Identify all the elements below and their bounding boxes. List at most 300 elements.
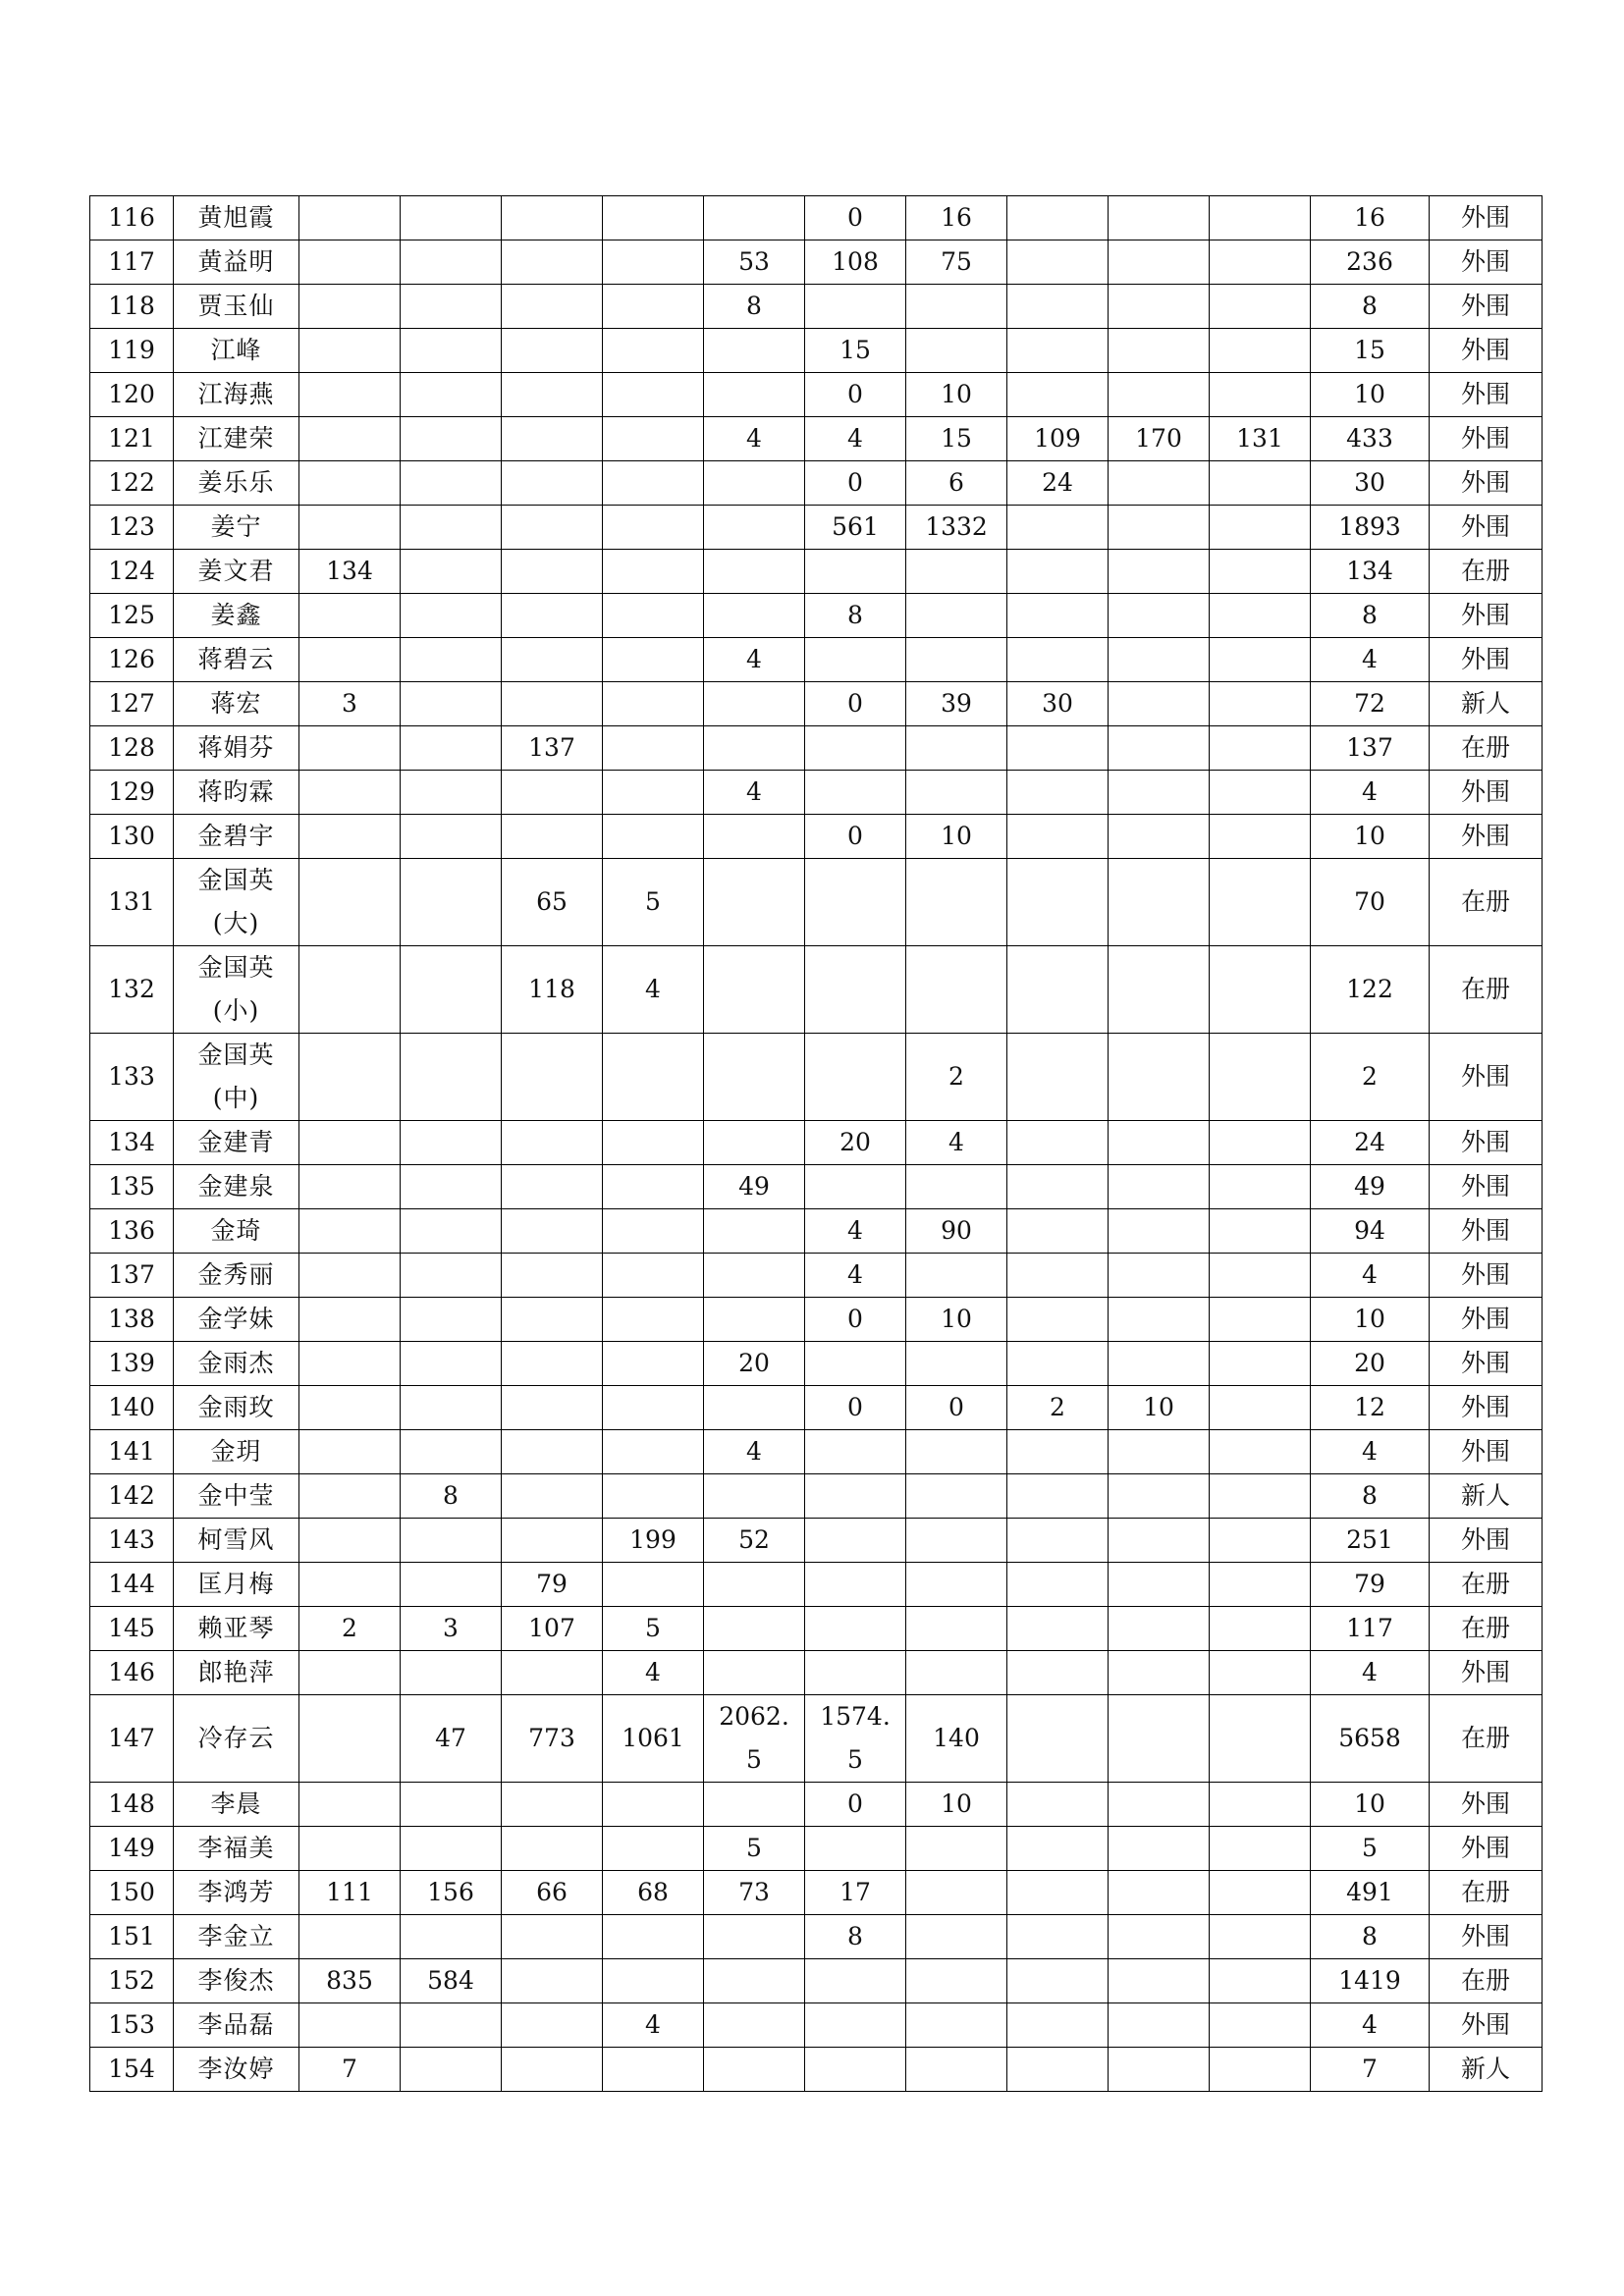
value-cell-c4 — [603, 1430, 704, 1474]
value-cell-c7 — [906, 329, 1007, 373]
value-cell-c6: 4 — [805, 1209, 906, 1254]
value-cell-c4 — [603, 594, 704, 638]
table-row — [90, 329, 1543, 373]
row-number-cell: 125 — [90, 594, 174, 638]
value-cell-c3 — [502, 1783, 603, 1827]
table-row — [90, 1430, 1543, 1474]
value-cell-c4 — [603, 461, 704, 506]
status-cell: 新人 — [1430, 682, 1543, 726]
value-cell-c3 — [502, 1386, 603, 1430]
status-cell: 外围 — [1430, 638, 1543, 682]
row-number-cell: 148 — [90, 1783, 174, 1827]
value-cell-c2 — [401, 638, 502, 682]
value-cell-c4: 5 — [603, 1607, 704, 1651]
value-cell-c10 — [1210, 1254, 1311, 1298]
value-cell-c5 — [704, 1915, 805, 1959]
value-cell-c8 — [1007, 859, 1109, 946]
total-cell: 8 — [1311, 1915, 1430, 1959]
value-cell-c10 — [1210, 196, 1311, 240]
value-cell-c1 — [299, 1165, 401, 1209]
value-cell-c7 — [906, 1165, 1007, 1209]
row-number-cell: 143 — [90, 1519, 174, 1563]
total-cell: 8 — [1311, 285, 1430, 329]
value-cell-c8 — [1007, 373, 1109, 417]
value-cell-c8 — [1007, 1695, 1109, 1783]
row-number-cell: 119 — [90, 329, 174, 373]
value-cell-c9: 170 — [1109, 417, 1210, 461]
value-cell-c1 — [299, 329, 401, 373]
value-cell-c9 — [1109, 1519, 1210, 1563]
value-cell-c7: 2 — [906, 1034, 1007, 1121]
value-cell-c1: 835 — [299, 1959, 401, 2003]
row-number-cell: 139 — [90, 1342, 174, 1386]
table-row — [90, 771, 1543, 815]
value-cell-c1 — [299, 373, 401, 417]
value-cell-c3 — [502, 1298, 603, 1342]
value-cell-c4 — [603, 1121, 704, 1165]
row-number-cell: 124 — [90, 550, 174, 594]
value-cell-c1: 3 — [299, 682, 401, 726]
value-cell-c6 — [805, 1474, 906, 1519]
value-cell-c3 — [502, 1121, 603, 1165]
value-cell-c8 — [1007, 1342, 1109, 1386]
value-cell-c3 — [502, 815, 603, 859]
value-cell-c7 — [906, 1871, 1007, 1915]
value-cell-c7 — [906, 771, 1007, 815]
value-cell-c6: 0 — [805, 1783, 906, 1827]
total-cell: 4 — [1311, 1651, 1430, 1695]
name-cell: 郎艳萍 — [174, 1651, 299, 1695]
value-cell-c3 — [502, 2048, 603, 2092]
value-cell-c1 — [299, 1121, 401, 1165]
value-cell-c2 — [401, 682, 502, 726]
value-cell-c2 — [401, 329, 502, 373]
value-cell-c10 — [1210, 1695, 1311, 1783]
row-number-cell: 146 — [90, 1651, 174, 1695]
total-cell: 8 — [1311, 1474, 1430, 1519]
value-cell-c8 — [1007, 2003, 1109, 2048]
value-cell-c7: 0 — [906, 1386, 1007, 1430]
value-cell-c3 — [502, 1342, 603, 1386]
total-cell: 15 — [1311, 329, 1430, 373]
value-cell-c3: 137 — [502, 726, 603, 771]
name-cell: 金琦 — [174, 1209, 299, 1254]
value-cell-c4 — [603, 417, 704, 461]
name-cell: 金雨杰 — [174, 1342, 299, 1386]
total-cell: 4 — [1311, 1430, 1430, 1474]
value-cell-c3 — [502, 1827, 603, 1871]
value-cell-c1 — [299, 946, 401, 1034]
value-cell-c7: 16 — [906, 196, 1007, 240]
value-cell-c5 — [704, 815, 805, 859]
value-cell-c3 — [502, 594, 603, 638]
value-cell-c3 — [502, 771, 603, 815]
total-cell: 2 — [1311, 1034, 1430, 1121]
status-cell: 外围 — [1430, 771, 1543, 815]
value-cell-c2 — [401, 1386, 502, 1430]
value-cell-c9 — [1109, 1871, 1210, 1915]
value-cell-c8 — [1007, 1474, 1109, 1519]
value-cell-c1 — [299, 859, 401, 946]
total-cell: 30 — [1311, 461, 1430, 506]
row-number-cell: 152 — [90, 1959, 174, 2003]
value-cell-c2 — [401, 946, 502, 1034]
value-cell-c9 — [1109, 594, 1210, 638]
value-cell-c5 — [704, 1959, 805, 2003]
table-row — [90, 726, 1543, 771]
value-cell-c1 — [299, 1034, 401, 1121]
name-cell: 金学妹 — [174, 1298, 299, 1342]
row-number-cell: 137 — [90, 1254, 174, 1298]
value-cell-c7: 90 — [906, 1209, 1007, 1254]
row-number-cell: 117 — [90, 240, 174, 285]
value-cell-c2 — [401, 1827, 502, 1871]
value-cell-c8 — [1007, 1959, 1109, 2003]
value-cell-c3 — [502, 2003, 603, 2048]
value-cell-c2 — [401, 461, 502, 506]
value-cell-c5 — [704, 196, 805, 240]
value-cell-c3: 107 — [502, 1607, 603, 1651]
value-cell-c5: 4 — [704, 417, 805, 461]
value-cell-c5: 5 — [704, 1827, 805, 1871]
table-row — [90, 1474, 1543, 1519]
table-row — [90, 1563, 1543, 1607]
value-cell-c2 — [401, 859, 502, 946]
row-number-cell: 121 — [90, 417, 174, 461]
value-cell-c10 — [1210, 859, 1311, 946]
value-cell-c1 — [299, 1474, 401, 1519]
value-cell-c7: 10 — [906, 373, 1007, 417]
value-cell-c3 — [502, 196, 603, 240]
value-cell-c10 — [1210, 1563, 1311, 1607]
value-cell-c6: 4 — [805, 1254, 906, 1298]
value-cell-c4 — [603, 1254, 704, 1298]
value-cell-c5 — [704, 1298, 805, 1342]
value-cell-c10 — [1210, 1783, 1311, 1827]
value-cell-c2 — [401, 2003, 502, 2048]
value-cell-c5 — [704, 2003, 805, 2048]
value-cell-c4: 199 — [603, 1519, 704, 1563]
table-row — [90, 1254, 1543, 1298]
status-cell: 在册 — [1430, 1695, 1543, 1783]
value-cell-c1 — [299, 1209, 401, 1254]
value-cell-c7 — [906, 638, 1007, 682]
total-cell: 4 — [1311, 771, 1430, 815]
value-cell-c5 — [704, 1607, 805, 1651]
value-cell-c9 — [1109, 2003, 1210, 2048]
name-cell: 赖亚琴 — [174, 1607, 299, 1651]
status-cell: 外围 — [1430, 1783, 1543, 1827]
status-cell: 在册 — [1430, 1871, 1543, 1915]
value-cell-c7 — [906, 285, 1007, 329]
total-cell: 12 — [1311, 1386, 1430, 1430]
table-row — [90, 1871, 1543, 1915]
value-cell-c10 — [1210, 1474, 1311, 1519]
status-cell: 在册 — [1430, 1959, 1543, 2003]
value-cell-c6 — [805, 1519, 906, 1563]
name-cell: 金玥 — [174, 1430, 299, 1474]
value-cell-c8 — [1007, 594, 1109, 638]
total-cell: 4 — [1311, 638, 1430, 682]
value-cell-c2 — [401, 1342, 502, 1386]
value-cell-c6 — [805, 1651, 906, 1695]
value-cell-c2 — [401, 373, 502, 417]
value-cell-c8 — [1007, 1871, 1109, 1915]
value-cell-c5 — [704, 1254, 805, 1298]
value-cell-c6: 0 — [805, 196, 906, 240]
value-cell-c6 — [805, 1563, 906, 1607]
row-number-cell: 141 — [90, 1430, 174, 1474]
value-cell-c4 — [603, 1386, 704, 1430]
value-cell-c4 — [603, 1783, 704, 1827]
value-cell-c8 — [1007, 285, 1109, 329]
value-cell-c6: 17 — [805, 1871, 906, 1915]
value-cell-c4 — [603, 285, 704, 329]
row-number-cell: 142 — [90, 1474, 174, 1519]
value-cell-c6: 8 — [805, 594, 906, 638]
value-cell-c1 — [299, 506, 401, 550]
name-cell: 蒋碧云 — [174, 638, 299, 682]
value-cell-c7: 10 — [906, 1298, 1007, 1342]
name-cell: 姜乐乐 — [174, 461, 299, 506]
value-cell-c4: 68 — [603, 1871, 704, 1915]
value-cell-c2 — [401, 506, 502, 550]
value-cell-c9 — [1109, 1783, 1210, 1827]
value-cell-c10 — [1210, 815, 1311, 859]
value-cell-c8 — [1007, 1607, 1109, 1651]
value-cell-c2 — [401, 1034, 502, 1121]
row-number-cell: 128 — [90, 726, 174, 771]
value-cell-c5 — [704, 946, 805, 1034]
value-cell-c3 — [502, 285, 603, 329]
value-cell-c2 — [401, 1209, 502, 1254]
value-cell-c2: 584 — [401, 1959, 502, 2003]
value-cell-c9 — [1109, 1695, 1210, 1783]
row-number-cell: 120 — [90, 373, 174, 417]
value-cell-c1 — [299, 815, 401, 859]
name-cell: 李鸿芳 — [174, 1871, 299, 1915]
value-cell-c9 — [1109, 859, 1210, 946]
status-cell: 在册 — [1430, 1563, 1543, 1607]
value-cell-c4: 1061 — [603, 1695, 704, 1783]
value-cell-c10 — [1210, 594, 1311, 638]
value-cell-c7 — [906, 1563, 1007, 1607]
row-number-cell: 140 — [90, 1386, 174, 1430]
value-cell-c5 — [704, 1474, 805, 1519]
value-cell-c9 — [1109, 1342, 1210, 1386]
table-row — [90, 946, 1543, 1034]
value-cell-c7 — [906, 859, 1007, 946]
row-number-cell: 131 — [90, 859, 174, 946]
value-cell-c3: 66 — [502, 1871, 603, 1915]
value-cell-c2 — [401, 1121, 502, 1165]
table-row — [90, 506, 1543, 550]
value-cell-c2 — [401, 1563, 502, 1607]
name-cell: 金建泉 — [174, 1165, 299, 1209]
table-row — [90, 1386, 1543, 1430]
value-cell-c9 — [1109, 1165, 1210, 1209]
row-number-cell: 123 — [90, 506, 174, 550]
value-cell-c8 — [1007, 946, 1109, 1034]
value-cell-c4: 4 — [603, 1651, 704, 1695]
row-number-cell: 118 — [90, 285, 174, 329]
value-cell-c2: 3 — [401, 1607, 502, 1651]
value-cell-c10 — [1210, 1430, 1311, 1474]
status-cell: 外围 — [1430, 373, 1543, 417]
value-cell-c4 — [603, 1959, 704, 2003]
value-cell-c8 — [1007, 726, 1109, 771]
row-number-cell: 145 — [90, 1607, 174, 1651]
value-cell-c2 — [401, 771, 502, 815]
status-cell: 外围 — [1430, 1298, 1543, 1342]
value-cell-c2 — [401, 196, 502, 240]
value-cell-c10 — [1210, 1651, 1311, 1695]
status-cell: 外围 — [1430, 285, 1543, 329]
value-cell-c10 — [1210, 1386, 1311, 1430]
name-cell: 姜文君 — [174, 550, 299, 594]
value-cell-c10 — [1210, 1209, 1311, 1254]
value-cell-c6 — [805, 638, 906, 682]
value-cell-c2 — [401, 240, 502, 285]
value-cell-c8 — [1007, 240, 1109, 285]
value-cell-c8 — [1007, 1519, 1109, 1563]
value-cell-c3 — [502, 638, 603, 682]
value-cell-c2 — [401, 550, 502, 594]
total-cell: 24 — [1311, 1121, 1430, 1165]
status-cell: 外围 — [1430, 240, 1543, 285]
value-cell-c6 — [805, 726, 906, 771]
value-cell-c5: 53 — [704, 240, 805, 285]
value-cell-c9 — [1109, 1254, 1210, 1298]
name-cell: 李福美 — [174, 1827, 299, 1871]
value-cell-c9 — [1109, 1607, 1210, 1651]
table-row — [90, 1607, 1543, 1651]
value-cell-c5 — [704, 2048, 805, 2092]
name-cell: 金建青 — [174, 1121, 299, 1165]
value-cell-c8 — [1007, 1209, 1109, 1254]
value-cell-c8 — [1007, 1430, 1109, 1474]
name-cell: 金雨玫 — [174, 1386, 299, 1430]
total-cell: 70 — [1311, 859, 1430, 946]
value-cell-c6 — [805, 1034, 906, 1121]
value-cell-c9 — [1109, 1474, 1210, 1519]
total-cell: 134 — [1311, 550, 1430, 594]
table-row — [90, 815, 1543, 859]
value-cell-c1 — [299, 1783, 401, 1827]
value-cell-c3 — [502, 1474, 603, 1519]
name-cell: 江海燕 — [174, 373, 299, 417]
value-cell-c10 — [1210, 946, 1311, 1034]
value-cell-c5: 2062. 5 — [704, 1695, 805, 1783]
value-cell-c10 — [1210, 1915, 1311, 1959]
value-cell-c3 — [502, 1651, 603, 1695]
value-cell-c5 — [704, 1783, 805, 1827]
value-cell-c10 — [1210, 1871, 1311, 1915]
value-cell-c10 — [1210, 506, 1311, 550]
name-cell: 蒋昀霖 — [174, 771, 299, 815]
value-cell-c4 — [603, 1915, 704, 1959]
table-row — [90, 682, 1543, 726]
status-cell: 外围 — [1430, 1430, 1543, 1474]
status-cell: 在册 — [1430, 859, 1543, 946]
status-cell: 外围 — [1430, 196, 1543, 240]
total-cell: 10 — [1311, 1298, 1430, 1342]
value-cell-c2 — [401, 594, 502, 638]
table-row — [90, 594, 1543, 638]
value-cell-c3 — [502, 240, 603, 285]
value-cell-c3 — [502, 1519, 603, 1563]
total-cell: 117 — [1311, 1607, 1430, 1651]
value-cell-c6: 8 — [805, 1915, 906, 1959]
value-cell-c10 — [1210, 1298, 1311, 1342]
value-cell-c4 — [603, 815, 704, 859]
name-cell: 姜宁 — [174, 506, 299, 550]
table-row — [90, 373, 1543, 417]
table-row — [90, 1651, 1543, 1695]
value-cell-c5: 4 — [704, 638, 805, 682]
value-cell-c4 — [603, 506, 704, 550]
value-cell-c7 — [906, 1651, 1007, 1695]
status-cell: 新人 — [1430, 2048, 1543, 2092]
name-cell: 姜鑫 — [174, 594, 299, 638]
value-cell-c2 — [401, 1651, 502, 1695]
value-cell-c4: 4 — [603, 2003, 704, 2048]
value-cell-c1: 111 — [299, 1871, 401, 1915]
row-number-cell: 116 — [90, 196, 174, 240]
value-cell-c3 — [502, 329, 603, 373]
total-cell: 49 — [1311, 1165, 1430, 1209]
value-cell-c2: 8 — [401, 1474, 502, 1519]
value-cell-c9 — [1109, 1651, 1210, 1695]
name-cell: 金碧宇 — [174, 815, 299, 859]
value-cell-c5: 4 — [704, 771, 805, 815]
value-cell-c7: 75 — [906, 240, 1007, 285]
value-cell-c5 — [704, 1651, 805, 1695]
total-cell: 1419 — [1311, 1959, 1430, 2003]
value-cell-c7: 1332 — [906, 506, 1007, 550]
value-cell-c7 — [906, 1959, 1007, 2003]
name-cell: 柯雪风 — [174, 1519, 299, 1563]
value-cell-c5: 4 — [704, 1430, 805, 1474]
name-cell: 江峰 — [174, 329, 299, 373]
value-cell-c5 — [704, 682, 805, 726]
value-cell-c4 — [603, 1298, 704, 1342]
name-cell: 蒋宏 — [174, 682, 299, 726]
value-cell-c9 — [1109, 638, 1210, 682]
total-cell: 7 — [1311, 2048, 1430, 2092]
row-number-cell: 144 — [90, 1563, 174, 1607]
name-cell: 金秀丽 — [174, 1254, 299, 1298]
table-row — [90, 285, 1543, 329]
value-cell-c4 — [603, 550, 704, 594]
total-cell: 10 — [1311, 815, 1430, 859]
value-cell-c1 — [299, 1519, 401, 1563]
status-cell: 外围 — [1430, 506, 1543, 550]
table-row — [90, 1209, 1543, 1254]
value-cell-c1 — [299, 2003, 401, 2048]
total-cell: 122 — [1311, 946, 1430, 1034]
value-cell-c8 — [1007, 1034, 1109, 1121]
value-cell-c6 — [805, 946, 906, 1034]
value-cell-c1 — [299, 1254, 401, 1298]
value-cell-c9 — [1109, 682, 1210, 726]
status-cell: 外围 — [1430, 329, 1543, 373]
value-cell-c2 — [401, 1519, 502, 1563]
value-cell-c1 — [299, 771, 401, 815]
value-cell-c1 — [299, 417, 401, 461]
name-cell: 匡月梅 — [174, 1563, 299, 1607]
table-row — [90, 1827, 1543, 1871]
